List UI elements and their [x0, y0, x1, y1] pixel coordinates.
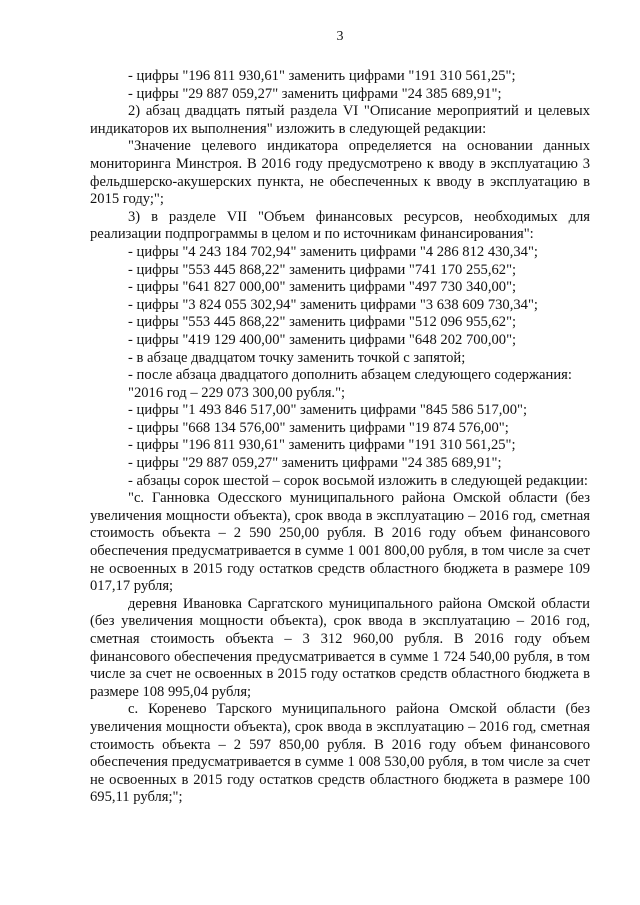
paragraph: - цифры "29 887 059,27" заменить цифрами "24 385 689,91";	[128, 455, 502, 472]
paragraph: - цифры "553 445 868,22" заменить цифрами "741 170 255,62";	[128, 261, 517, 278]
paragraph: "с. Ганновка Одесского муниципального района Омской области (без увеличения мощности объекта), срок ввода в эксплуатацию – 2016 год, сметная стоимость объекта – 2 590 250,00 рубля. В 2016 году объем финансового обеспечения предусматривается в сумме 1 001 800,00 рубля, в том числе за счет не освоенных в 2015 году остатков средств областного бюджета в размере 109 017,17 рубля;	[90, 490, 590, 595]
paragraph: - цифры "196 811 930,61" заменить цифрами "191 310 561,25";	[128, 437, 516, 454]
paragraph: - цифры "641 827 000,00" заменить цифрами "497 730 340,00";	[128, 279, 517, 296]
paragraph: 3) в разделе VII "Объем финансовых ресурсов, необходимых для реализации подпрограммы в целом и по источникам финансирования":	[90, 208, 590, 243]
paragraph: - цифры "1 493 846 517,00" заменить цифрами "845 586 517,00";	[128, 402, 528, 419]
page-number: 3	[336, 29, 344, 44]
paragraph: - цифры "29 887 059,27" заменить цифрами "24 385 689,91";	[128, 85, 502, 102]
paragraph: "Значение целевого индикатора определяется на основании данных мониторинга Минстроя. В 2016 году предусмотрено к вводу в эксплуатацию 3 фельдшерско-акушерских пункта, не обеспеченных к вводу в эксплуатацию в 2015 году;";	[90, 138, 590, 208]
paragraph: - цифры "668 134 576,00" заменить цифрами "19 874 576,00";	[128, 419, 509, 436]
paragraph: - абзацы сорок шестой – сорок восьмой изложить в следующей редакции:	[128, 472, 588, 489]
paragraph: с. Коренево Тарского муниципального района Омской области (без увеличения мощности объекта), срок ввода в эксплуатацию – 2016 год, сметная стоимость объекта – 2 597 850,00 рубля. В 2016 году объем финансового обеспечения предусматривается в сумме 1 008 530,00 рубля, в том числе за счет не освоенных в 2015 году остатков средств областного бюджета в размере 100 695,11 рубля;";	[90, 701, 590, 806]
paragraph: "2016 год – 229 073 300,00 рубля.";	[128, 384, 346, 401]
document-page	[90, 28, 590, 807]
paragraph: 2) абзац двадцать пятый раздела VI "Описание мероприятий и целевых индикаторов их выполнения" изложить в следующей редакции:	[90, 103, 590, 137]
paragraph: - цифры "4 243 184 702,94" заменить цифрами "4 286 812 430,34";	[128, 243, 538, 260]
paragraph: деревня Ивановка Саргатского муниципального района Омской области (без увеличения мощности объекта), срок ввода в эксплуатацию – 2016 год, сметная стоимость объекта – 3 312 960,00 рубля. В 2016 году объем финансового обеспечения предусматривается в сумме 1 724 540,00 рубля, в том числе за счет не освоенных в 2015 году остатков средств областного бюджета в размере 108 995,04 рубля;	[90, 595, 590, 700]
paragraph: - цифры "196 811 930,61" заменить цифрами "191 310 561,25";	[128, 68, 516, 84]
document-body	[90, 68, 590, 807]
paragraph: - цифры "419 129 400,00" заменить цифрами "648 202 700,00";	[128, 331, 517, 348]
paragraph: - цифры "3 824 055 302,94" заменить цифрами "3 638 609 730,34";	[128, 296, 538, 313]
paragraph: - цифры "553 445 868,22" заменить цифрами "512 096 955,62";	[128, 314, 517, 331]
paragraph: - в абзаце двадцатом точку заменить точкой с запятой;	[128, 349, 466, 366]
paragraph: - после абзаца двадцатого дополнить абзацем следующего содержания:	[128, 367, 572, 384]
